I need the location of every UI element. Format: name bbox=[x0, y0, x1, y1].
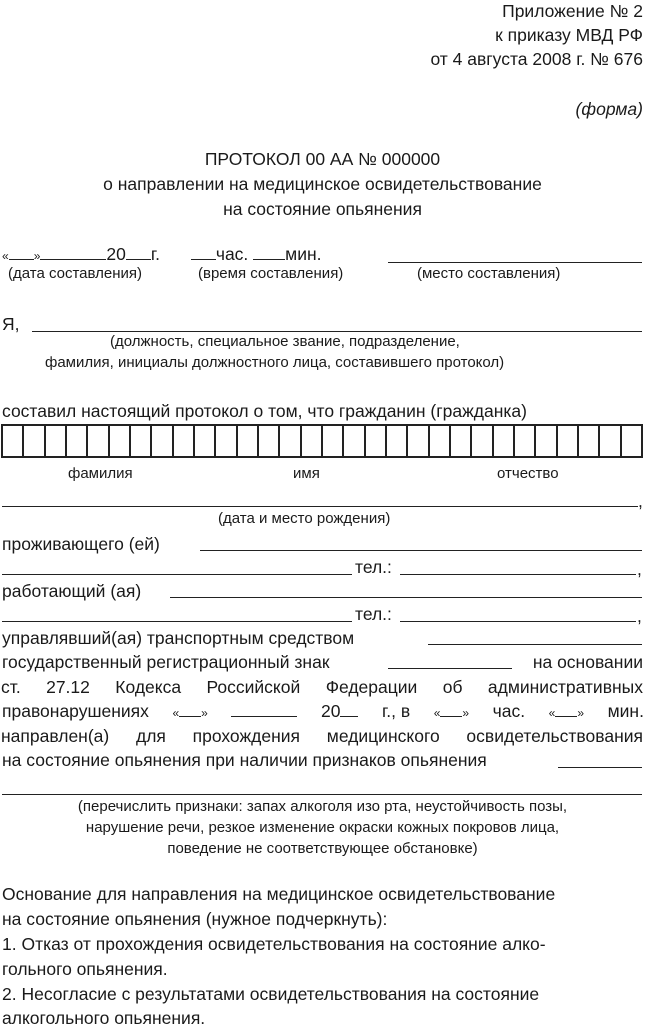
name-grid-cell[interactable] bbox=[494, 426, 515, 456]
reg-sign-field[interactable] bbox=[388, 668, 512, 669]
name-grid-cell[interactable] bbox=[67, 426, 88, 456]
incident-hours-field[interactable] bbox=[440, 702, 462, 717]
date-time-row: « » 20 г. час. мин. bbox=[2, 244, 322, 264]
driving-label: управлявший(ая) транспортным средством bbox=[2, 628, 355, 648]
birth-field[interactable] bbox=[2, 506, 638, 507]
name-grid-cell[interactable] bbox=[344, 426, 365, 456]
phone-label: тел.: bbox=[355, 557, 392, 577]
vehicle-field[interactable] bbox=[428, 644, 642, 645]
surname-label: фамилия bbox=[68, 465, 133, 482]
signs-caption-3: поведение не соответствующее обстановке) bbox=[167, 840, 478, 857]
name-grid-cell[interactable] bbox=[195, 426, 216, 456]
work-phone-field[interactable] bbox=[400, 621, 636, 622]
article-line: ст. 27.12 Кодекса Российской Федерации об административных bbox=[1, 677, 643, 697]
name-grid-cell[interactable] bbox=[280, 426, 301, 456]
residence-field[interactable] bbox=[200, 550, 642, 551]
name-grid-cell[interactable] bbox=[110, 426, 131, 456]
residence-field-2[interactable] bbox=[2, 574, 352, 575]
signs-field[interactable] bbox=[558, 767, 642, 768]
on-basis-label: на основании bbox=[532, 652, 643, 672]
comma: , bbox=[638, 491, 643, 511]
year-field[interactable] bbox=[126, 245, 151, 260]
residing-label: проживающего (ей) bbox=[2, 534, 160, 554]
name-grid-cell[interactable] bbox=[216, 426, 237, 456]
ground-item-2-line-2[interactable]: алкогольного опьянения. bbox=[2, 1008, 206, 1028]
name-grid-cell[interactable] bbox=[259, 426, 280, 456]
name-grid-cell[interactable] bbox=[387, 426, 408, 456]
patronymic-label: отчество bbox=[497, 465, 559, 482]
incident-month-field[interactable] bbox=[231, 702, 297, 717]
name-grid-cell[interactable] bbox=[24, 426, 45, 456]
ground-item-1-line-1[interactable]: 1. Отказ от прохождения освидетельствования на состояние алко- bbox=[2, 934, 546, 954]
signs-field-2[interactable] bbox=[2, 794, 642, 795]
signs-caption-1: (перечислить признаки: запах алкоголя изо рта, неустойчивость позы, bbox=[77, 798, 568, 815]
name-grid-cell[interactable] bbox=[238, 426, 259, 456]
name-grid-cell[interactable] bbox=[46, 426, 67, 456]
day-field[interactable] bbox=[9, 245, 34, 260]
name-grid-cell[interactable] bbox=[472, 426, 493, 456]
name-grid-cell[interactable] bbox=[536, 426, 557, 456]
grounds-intro-1: Основание для направления на медицинское освидетельствование bbox=[2, 884, 556, 904]
work-phone-label: тел.: bbox=[355, 604, 392, 624]
time-caption: (время составления) bbox=[198, 265, 344, 282]
officer-prefix: Я, bbox=[2, 314, 20, 334]
working-label: работающий (ая) bbox=[2, 581, 142, 601]
name-grid-cell[interactable] bbox=[152, 426, 173, 456]
protocol-title: ПРОТОКОЛ 00 АА № 000000 bbox=[204, 149, 441, 169]
name-grid-cell[interactable] bbox=[323, 426, 344, 456]
officer-caption-1: (должность, специальное звание, подразделение, bbox=[110, 333, 460, 350]
order-reference: к приказу МВД РФ bbox=[495, 25, 643, 45]
appendix-number: Приложение № 2 bbox=[502, 1, 643, 21]
order-date: от 4 августа 2008 г. № 676 bbox=[430, 49, 643, 69]
comma: , bbox=[637, 606, 642, 626]
name-grid-cell[interactable] bbox=[131, 426, 152, 456]
name-grid-cell[interactable] bbox=[451, 426, 472, 456]
minutes-field[interactable] bbox=[253, 245, 285, 260]
name-grid-cell[interactable] bbox=[558, 426, 579, 456]
protocol-subtitle-1: о направлении на медицинское освидетельствование bbox=[103, 174, 542, 194]
date-caption: (дата составления) bbox=[8, 265, 143, 282]
name-grid-cell[interactable] bbox=[174, 426, 195, 456]
grounds-intro-2: на состояние опьянения (нужное подчеркнуть): bbox=[2, 909, 388, 929]
name-grid-cell[interactable] bbox=[515, 426, 536, 456]
incident-datetime-row: правонарушениях « » 20 г., в « » час. « » мин. bbox=[2, 701, 644, 721]
incident-minutes-field[interactable] bbox=[555, 702, 577, 717]
citizen-intro: составил настоящий протокол о том, что гражданин (гражданка) bbox=[2, 401, 527, 421]
name-grid-cell[interactable] bbox=[622, 426, 641, 456]
name-grid-cell[interactable] bbox=[302, 426, 323, 456]
sent-line: направлен(а) для прохождения медицинского освидетельствования bbox=[1, 726, 643, 746]
phone-field[interactable] bbox=[400, 574, 636, 575]
form-label: (форма) bbox=[575, 99, 643, 119]
ground-item-1-line-2[interactable]: гольного опьянения. bbox=[2, 959, 168, 979]
month-field[interactable] bbox=[40, 245, 106, 260]
name-grid-cell[interactable] bbox=[579, 426, 600, 456]
incident-year-field[interactable] bbox=[340, 702, 358, 717]
name-grid-cell[interactable] bbox=[88, 426, 109, 456]
officer-caption-2: фамилия, инициалы должностного лица, составившего протокол) bbox=[45, 354, 505, 371]
signs-line: на состояние опьянения при наличии признаков опьянения bbox=[2, 750, 487, 770]
comma: , bbox=[637, 559, 642, 579]
reg-sign-label: государственный регистрационный знак bbox=[2, 652, 330, 672]
protocol-subtitle-2: на состояние опьянения bbox=[223, 199, 422, 219]
name-grid-cell[interactable] bbox=[430, 426, 451, 456]
name-grid-cell[interactable] bbox=[408, 426, 429, 456]
place-field[interactable] bbox=[388, 262, 642, 263]
birth-caption: (дата и место рождения) bbox=[218, 510, 391, 527]
incident-day-field[interactable] bbox=[179, 702, 201, 717]
name-grid-cell[interactable] bbox=[3, 426, 24, 456]
name-label: имя bbox=[293, 465, 320, 482]
workplace-field-2[interactable] bbox=[2, 621, 352, 622]
signs-caption-2: нарушение речи, резкое изменение окраски кожных покровов лица, bbox=[85, 819, 560, 836]
ground-item-2-line-1[interactable]: 2. Несогласие с результатами освидетельствования на состояние bbox=[2, 984, 540, 1004]
place-caption: (место составления) bbox=[417, 265, 561, 282]
name-grid-cell[interactable] bbox=[366, 426, 387, 456]
hours-field[interactable] bbox=[191, 245, 216, 260]
workplace-field[interactable] bbox=[170, 597, 642, 598]
full-name-grid[interactable] bbox=[1, 424, 643, 458]
name-grid-cell[interactable] bbox=[600, 426, 621, 456]
